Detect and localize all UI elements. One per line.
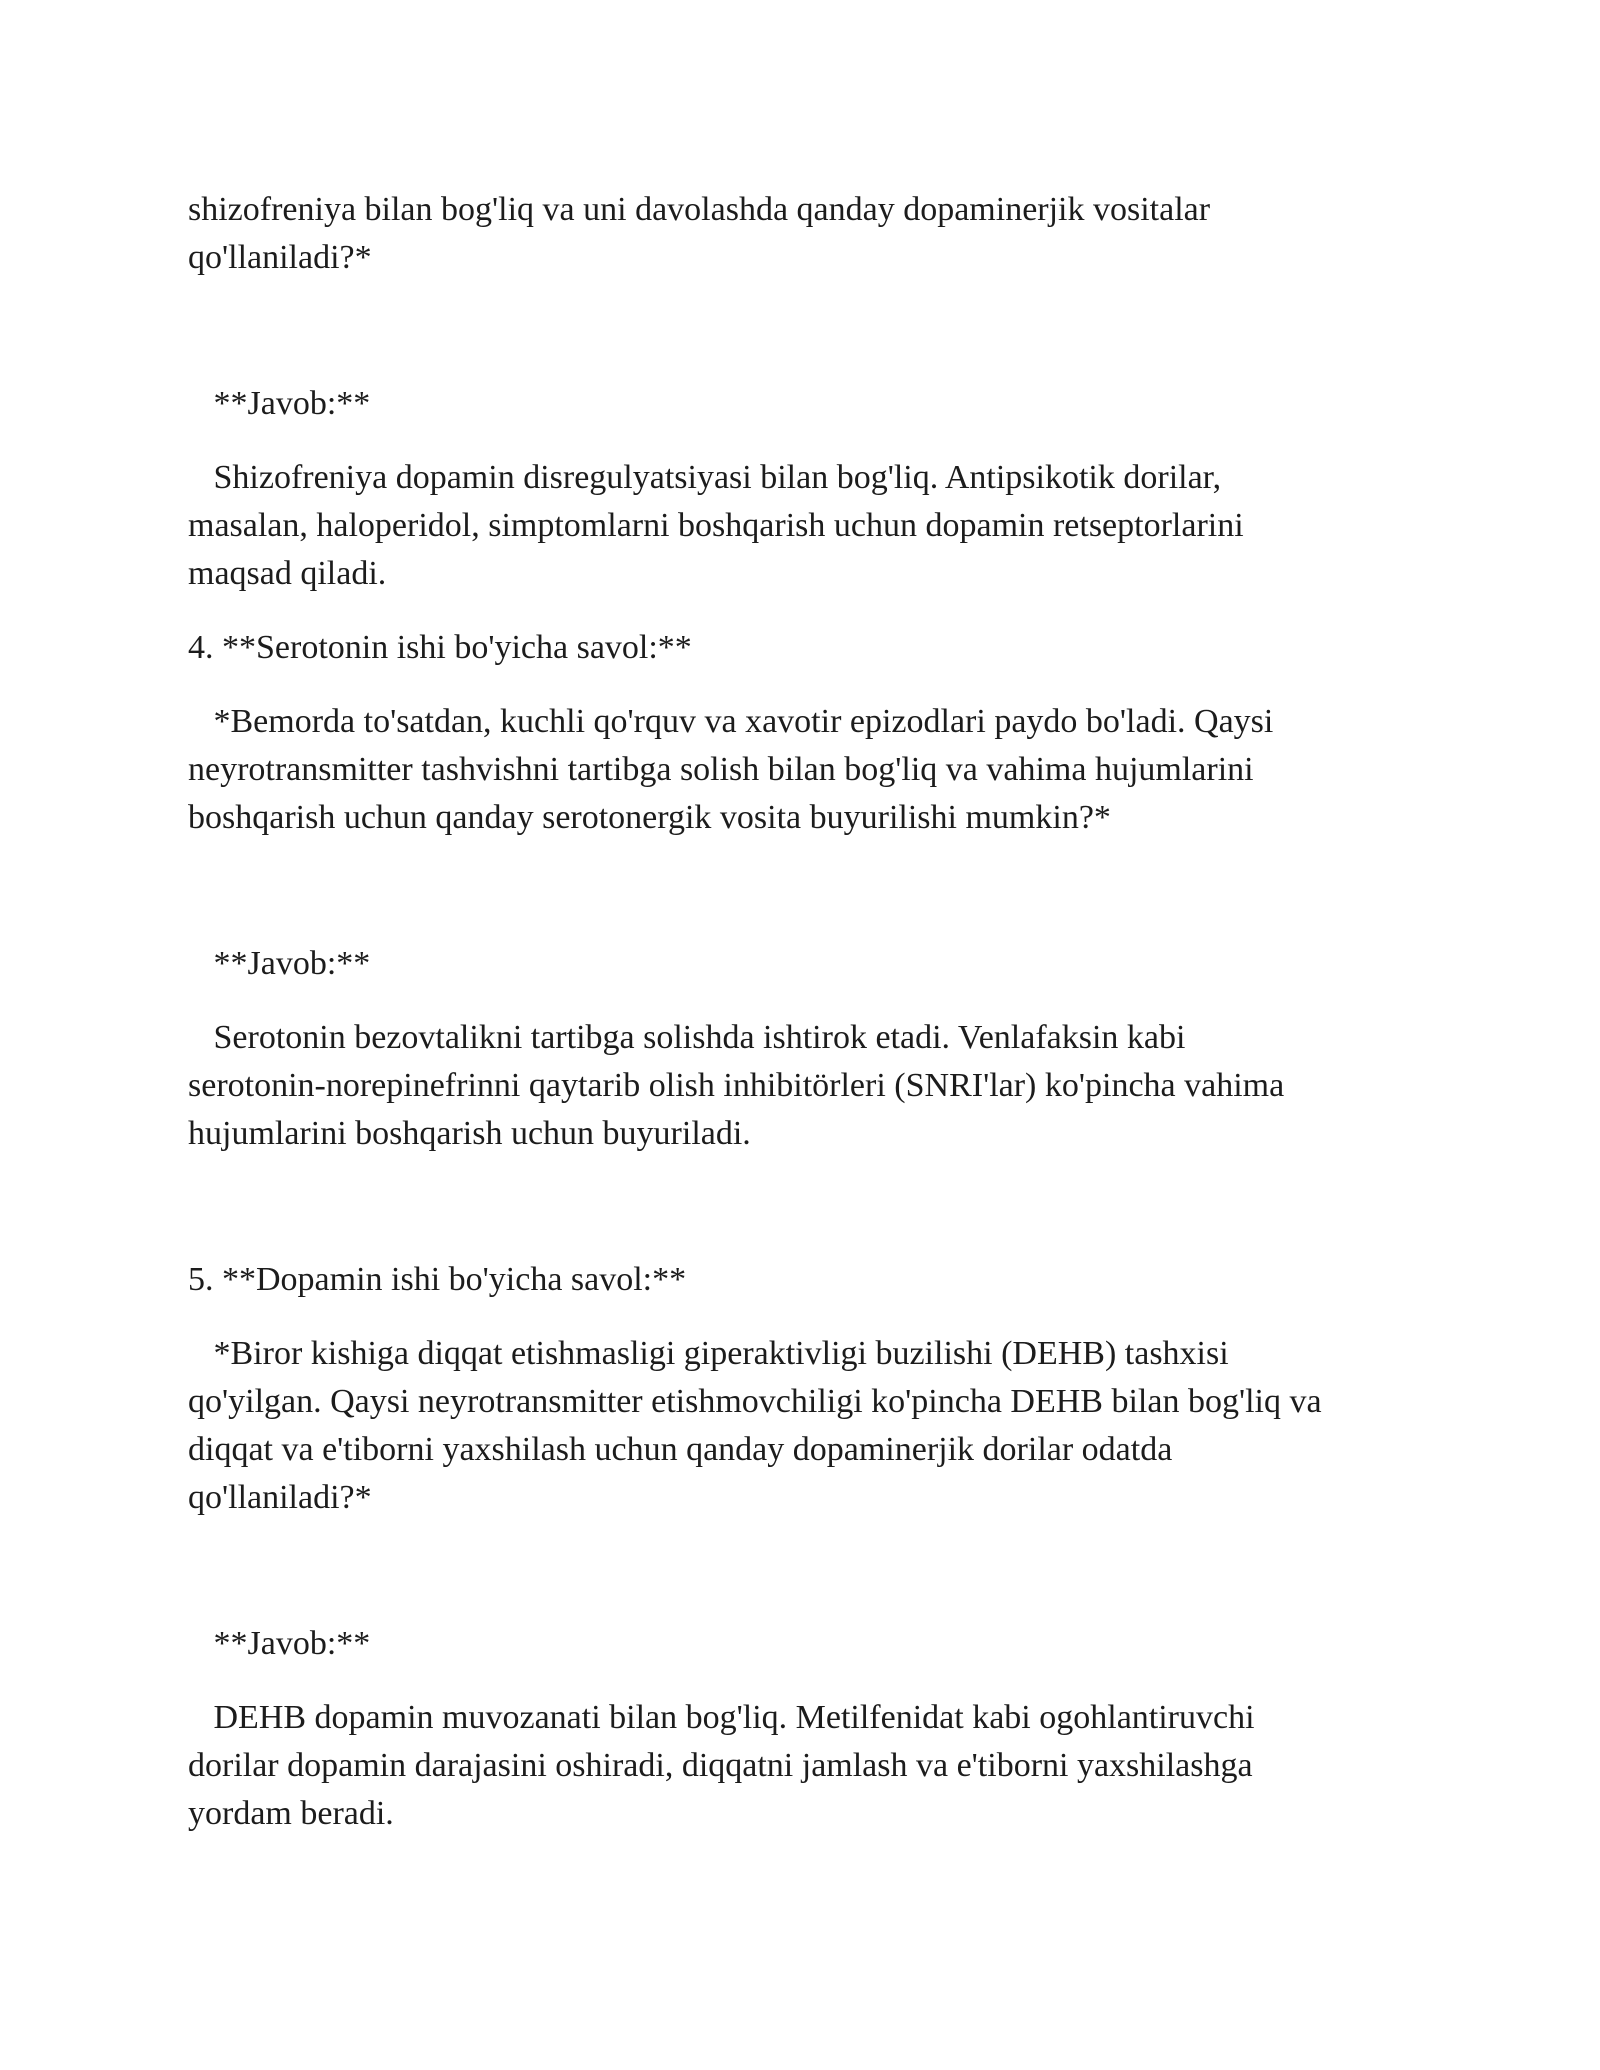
text-line: boshqarish uchun qanday serotonergik vosita buyurilishi mumkin?* — [188, 799, 1111, 836]
q5-answer-label — [188, 1620, 1428, 1668]
text-line: 5. **Dopamin ishi bo'yicha savol:** — [188, 1261, 687, 1298]
text-line: **Javob:** — [188, 385, 371, 422]
q4-question — [188, 698, 1428, 842]
text-line: diqqat va e'tiborni yaxshilash uchun qanday dopaminerjik dorilar odatda — [188, 1431, 1173, 1468]
q3-answer — [188, 454, 1428, 598]
q4-answer — [188, 1014, 1428, 1158]
text-line: **Javob:** — [188, 945, 371, 982]
text-line: Shizofreniya dopamin disregulyatsiyasi bilan bog'liq. Antipsikotik dorilar, — [188, 459, 1222, 496]
q5-heading — [188, 1256, 1428, 1304]
q5-question — [188, 1330, 1428, 1522]
text-line: *Bemorda to'satdan, kuchli qo'rquv va xavotir epizodlari paydo bo'ladi. Qaysi — [188, 703, 1274, 740]
text-line: Serotonin bezovtalikni tartibga solishda ishtirok etadi. Venlafaksin kabi — [188, 1019, 1186, 1056]
text-line: masalan, haloperidol, simptomlarni boshqarish uchun dopamin retseptorlarini — [188, 507, 1244, 544]
text-line: dorilar dopamin darajasini oshiradi, diqqatni jamlash va e'tiborni yaxshilashga — [188, 1747, 1253, 1784]
text-line: qo'llaniladi?* — [188, 1479, 372, 1516]
text-line: qo'yilgan. Qaysi neyrotransmitter etishmovchiligi ko'pincha DEHB bilan bog'liq va — [188, 1383, 1322, 1420]
text-line: **Javob:** — [188, 1625, 371, 1662]
text-line: neyrotransmitter tashvishni tartibga solish bilan bog'liq va vahima hujumlarini — [188, 751, 1254, 788]
text-line: *Biror kishiga diqqat etishmasligi giperaktivligi buzilishi (DEHB) tashxisi — [188, 1335, 1229, 1372]
text-line: DEHB dopamin muvozanati bilan bog'liq. Metilfenidat kabi ogohlantiruvchi — [188, 1699, 1255, 1736]
text-line: shizofreniya bilan bog'liq va uni davolashda qanday dopaminerjik vositalar — [188, 191, 1211, 228]
q4-heading — [188, 624, 1428, 672]
text-line: 4. **Serotonin ishi bo'yicha savol:** — [188, 629, 692, 666]
q3-answer-label — [188, 380, 1428, 428]
text-line: serotonin-norepinefrinni qaytarib olish inhibitörleri (SNRI'lar) ko'pincha vahima — [188, 1067, 1285, 1104]
q4-answer-label — [188, 940, 1428, 988]
q3-question-tail — [188, 186, 1428, 282]
text-line: yordam beradi. — [188, 1795, 394, 1832]
q5-answer — [188, 1694, 1428, 1838]
text-line: maqsad qiladi. — [188, 555, 387, 592]
text-line: qo'llaniladi?* — [188, 239, 372, 276]
text-line: hujumlarini boshqarish uchun buyuriladi. — [188, 1115, 751, 1152]
